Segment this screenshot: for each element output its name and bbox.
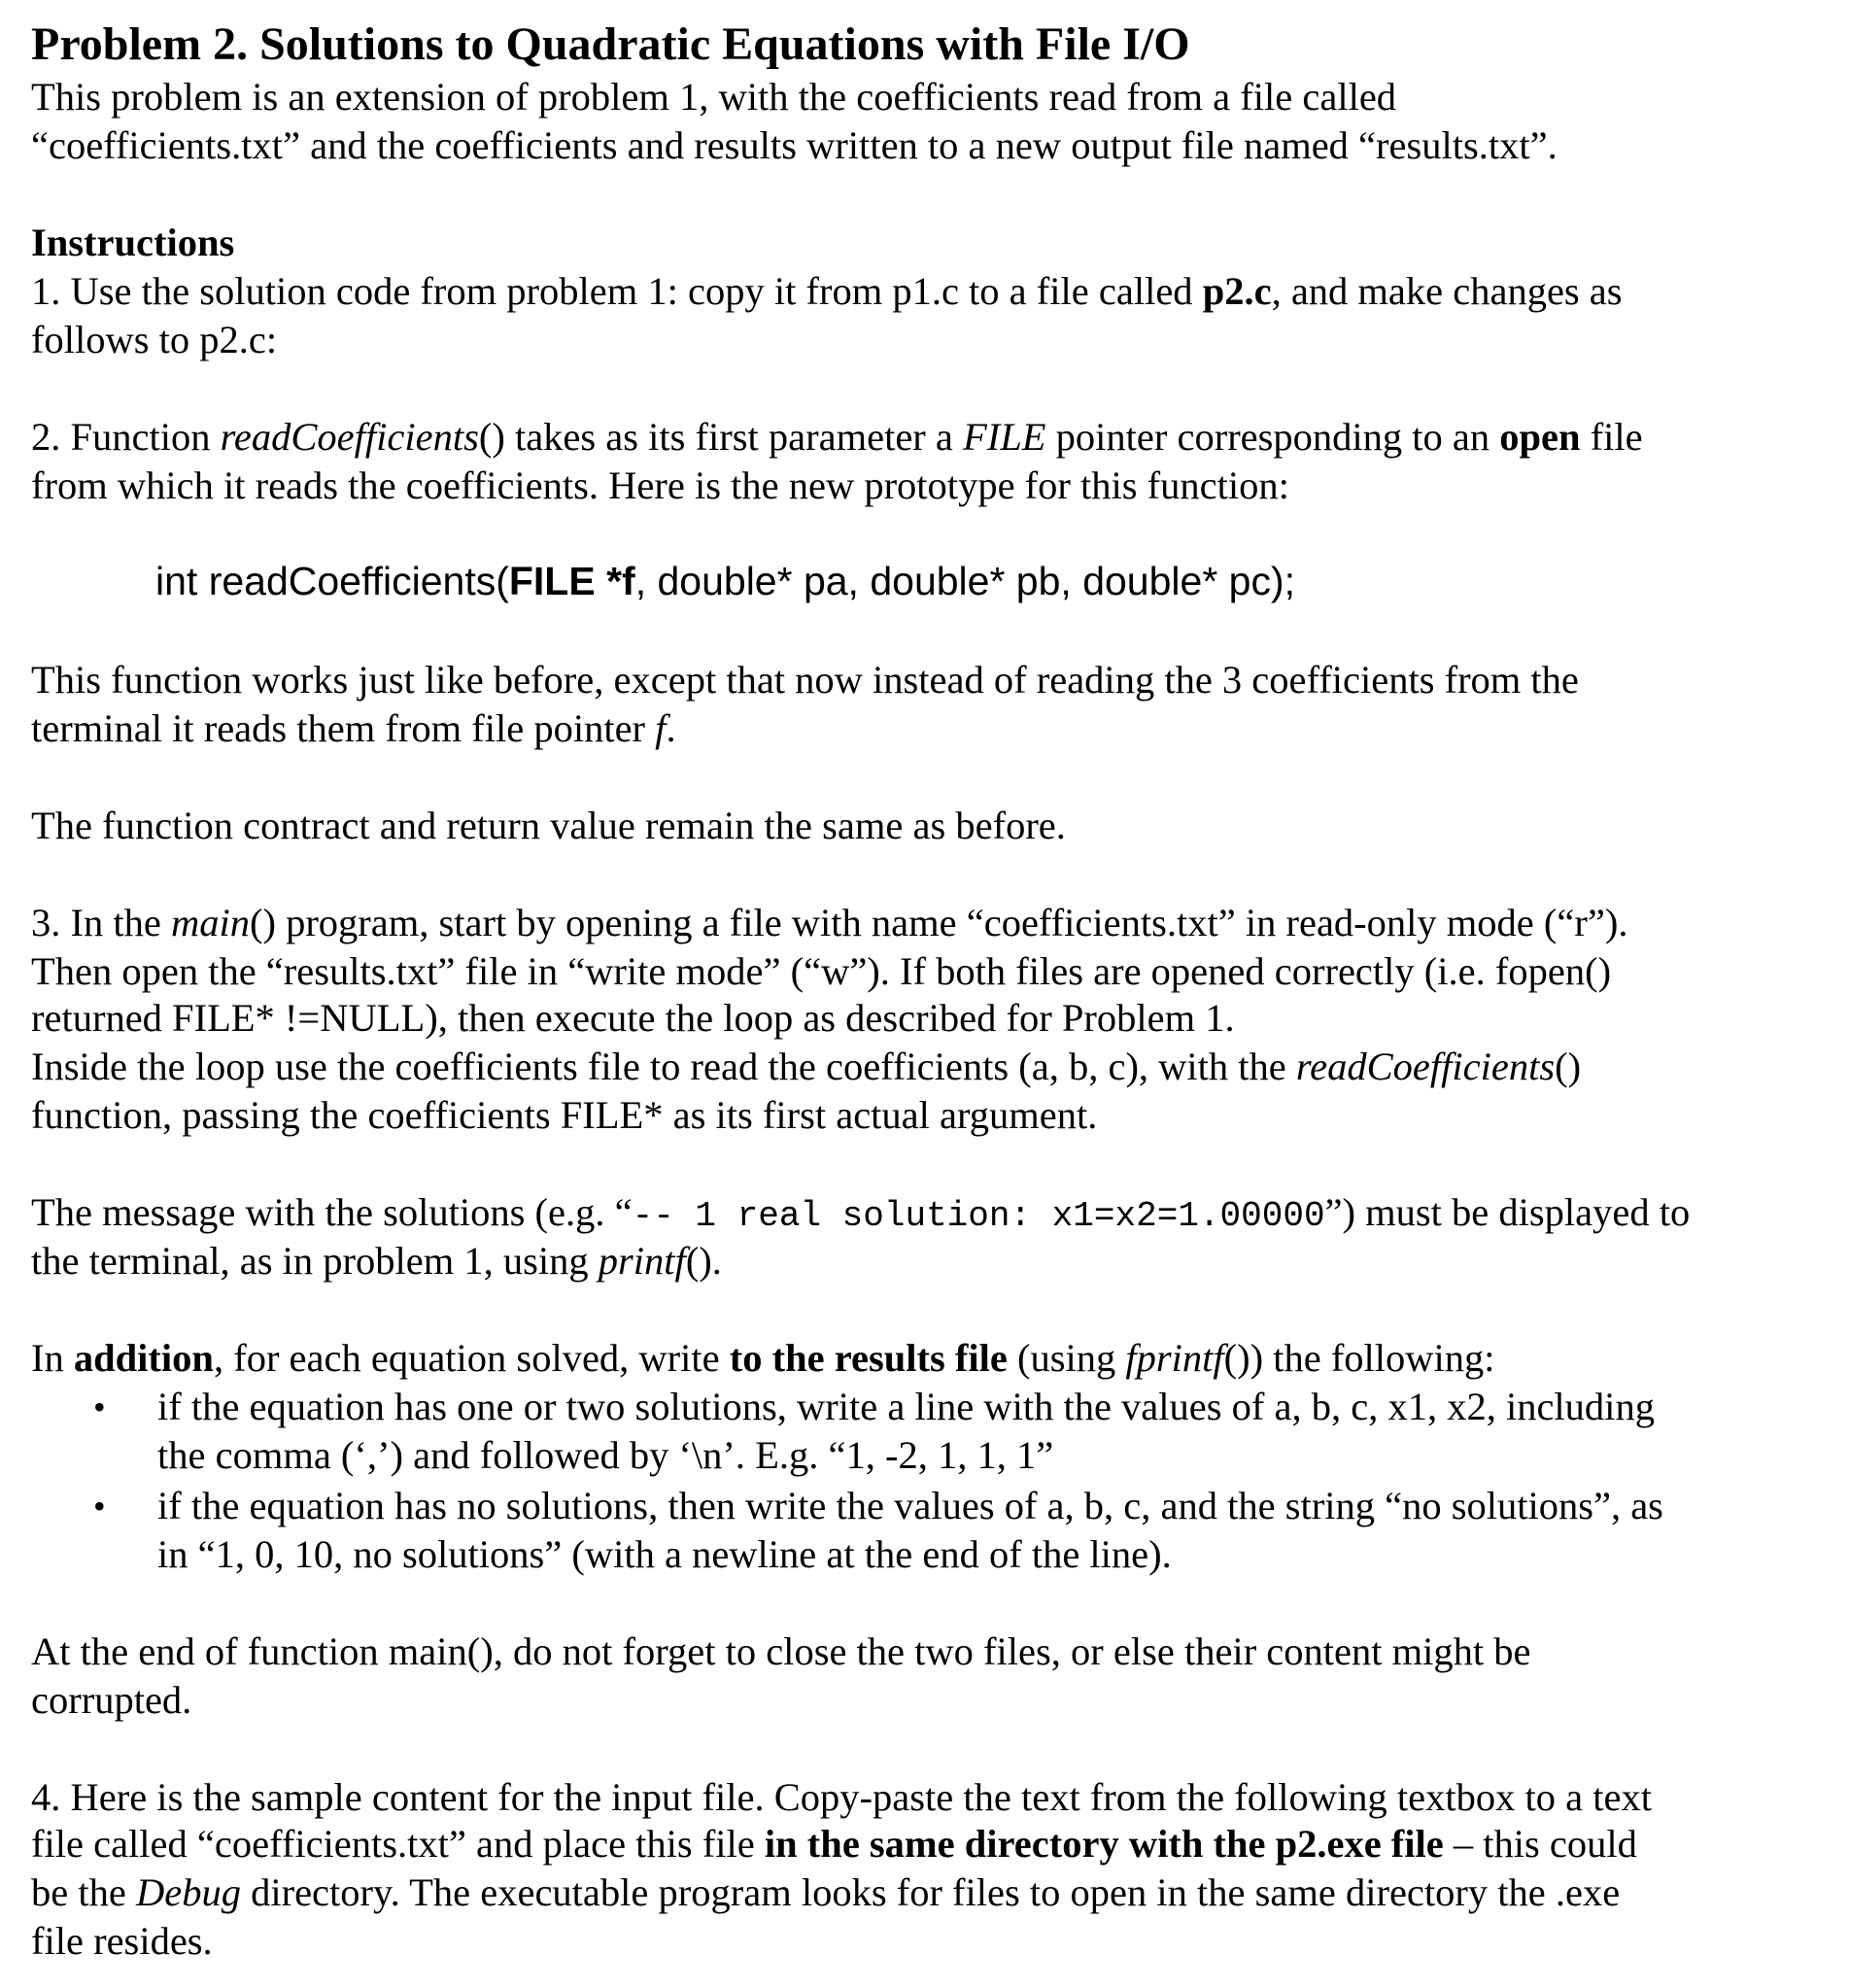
bullet-2-line-1: if the equation has no solutions, then write the values of a, b, c, and the string “no solutions”, as [157,1484,1663,1527]
step3-line-5: function, passing the coefficients FILE* as its first actual argument. [31,1093,1098,1137]
step1-line-1: 1. Use the solution code from problem 1: copy it from p1.c to a file called p2.c, and make changes as [31,269,1623,313]
addition-line: In addition, for each equation solved, write to the results file (using fprintf()) the following: [31,1336,1495,1380]
bullet-marker: • [93,1487,106,1525]
step4-line-2: file called “coefficients.txt” and place this file in the same directory with the p2.exe file – this could [31,1822,1637,1866]
step3-line-2: Then open the “results.txt” file in “write mode” (“w”). If both files are opened correctly (i.e. fopen() [31,949,1612,993]
bullet-marker: • [93,1388,106,1426]
bullet-1-line-2: the comma (‘,’) and followed by ‘\n’. E.g. “1, -2, 1, 1, 1” [157,1433,1054,1477]
step1-line-2: follows to p2.c: [31,318,278,361]
step3-line-1: 3. In the main() program, start by opening a file with name “coefficients.txt” in read-only mode (“r”). [31,901,1628,944]
bullet-2-line-2: in “1, 0, 10, no solutions” (with a newline at the end of the line). [157,1532,1172,1576]
message-line-2: the terminal, as in problem 1, using printf(). [31,1239,722,1283]
bullet-1-line-1: if the equation has one or two solutions, write a line with the values of a, b, c, x1, x2, including [157,1385,1655,1428]
step4-line-3: be the Debug directory. The executable program looks for files to open in the same directory the .exe [31,1870,1621,1914]
step2-paragraph-line-2: terminal it reads them from file pointer f. [31,706,676,750]
step3-line-3: returned FILE* !=NULL), then execute the loop as described for Problem 1. [31,996,1235,1040]
step4-line-1: 4. Here is the sample content for the input file. Copy-paste the text from the following textbox to a text [31,1775,1652,1819]
intro-line-2: “coefficients.txt” and the coefficients and results written to a new output file named “results.txt”. [31,123,1558,167]
function-prototype: int readCoefficients(FILE *f, double* pa, double* pb, double* pc); [155,559,1296,603]
contract-note: The function contract and return value remain the same as before. [31,804,1066,847]
step4-line-4: file resides. [31,1919,213,1963]
close-files-line-2: corrupted. [31,1678,192,1722]
close-files-line-1: At the end of function main(), do not forget to close the two files, or else their content might be [31,1629,1531,1673]
intro-line-1: This problem is an extension of problem 1, with the coefficients read from a file called [31,75,1397,119]
instructions-heading: Instructions [31,221,235,264]
step2-paragraph-line-1: This function works just like before, except that now instead of reading the 3 coefficients from the [31,658,1579,702]
step3-line-4: Inside the loop use the coefficients file to read the coefficients (a, b, c), with the readCoefficients() [31,1045,1582,1088]
page-title: Problem 2. Solutions to Quadratic Equations with File I/O [31,18,1190,70]
step2-line-1: 2. Function readCoefficients() takes as its first parameter a FILE pointer corresponding to an open file [31,415,1643,459]
message-line-1: The message with the solutions (e.g. “-- 1 real solution: x1=x2=1.00000”) must be displayed to [31,1190,1691,1236]
step2-line-2: from which it reads the coefficients. Here is the new prototype for this function: [31,463,1289,507]
